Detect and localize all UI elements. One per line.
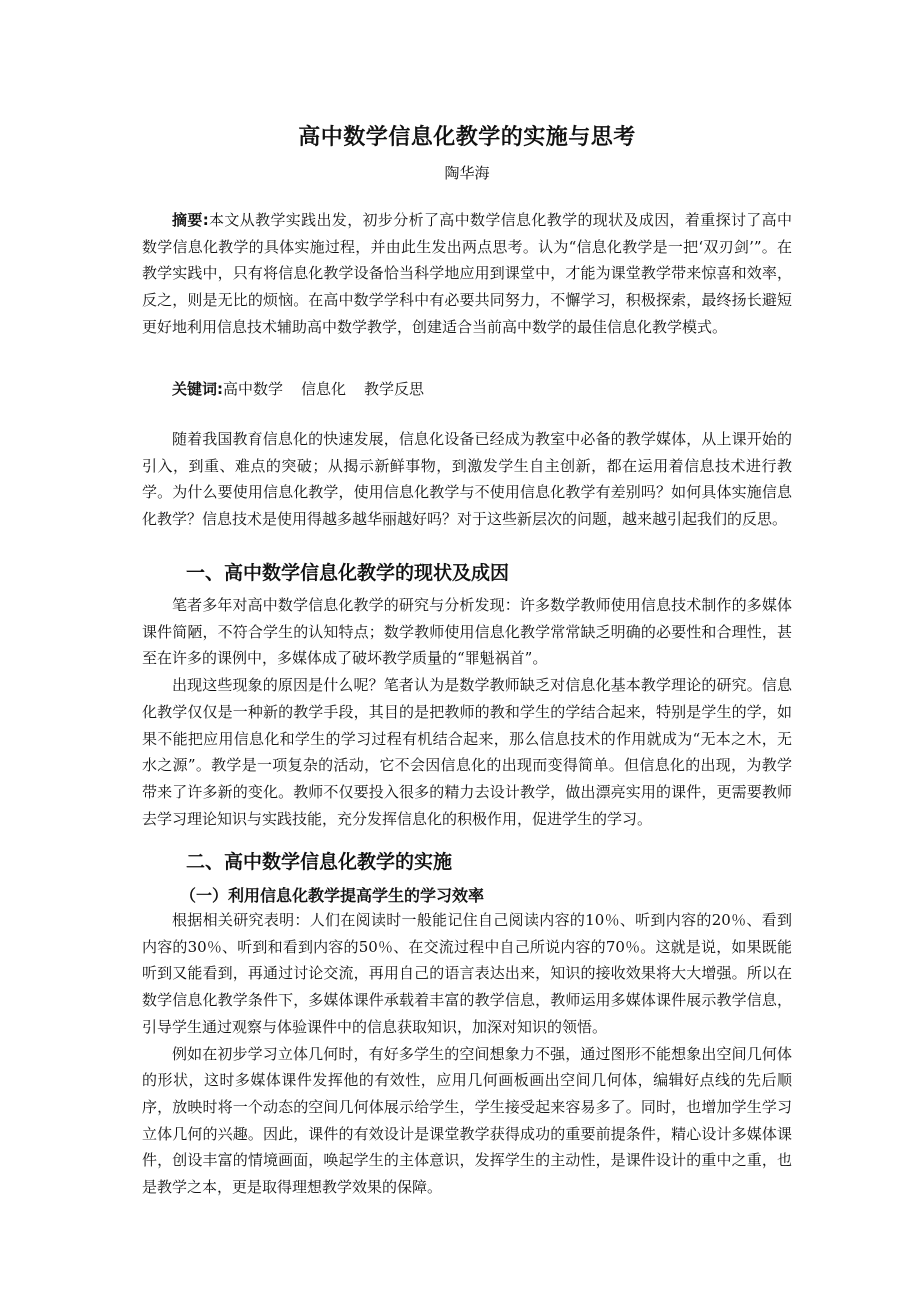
keyword: 高中数学 (223, 380, 284, 398)
document-title: 高中数学信息化教学的实施与思考 (298, 125, 636, 150)
section-heading: 一、高中数学信息化教学的现状及成因 (186, 562, 510, 584)
section1-body (142, 592, 792, 832)
author-name: 陶华海 (444, 164, 490, 182)
abstract (142, 207, 792, 341)
paragraph: 笔者多年对高中数学信息化教学的研究与分析发现：许多数学教师使用信息技术制作的多媒体课件简陋，不符合学生的认知特点；数学教师使用信息化教学常常缺乏明确的必要性和合理性，甚至在许多的课例中，多媒体成了破坏教学质量的“罪魁祸首”。 (142, 596, 792, 668)
keyword: 教学反思 (364, 380, 425, 398)
abstract-text: 本文从教学实践出发，初步分析了高中数学信息化教学的现状及成因，着重探讨了高中数学信息化教学的具体实施过程，并由此生发出两点思考。认为“信息化教学是一把‘双刃剑’”。在教学实践中，只有将信息化教学设备恰当科学地应用到课堂中，才能为课堂教学带来惊喜和效率，反之，则是无比的烦恼。在高中数学学科中有必要共同努力，不懈学习，积极探索，最终扬长避短更好地利用信息技术辅助高中数学教学，创建适合当前高中数学的最佳信息化教学模式。 (142, 211, 792, 336)
keywords-label: 关键词: (172, 380, 223, 398)
keywords (142, 376, 792, 403)
abstract-label: 摘要: (172, 211, 209, 229)
section-heading: 二、高中数学信息化教学的实施 (186, 851, 453, 873)
subsection-heading: （一）利用信息化教学提高学生的学习效率 (180, 886, 485, 905)
keyword: 信息化 (301, 380, 347, 398)
intro-paragraph: 随着我国教育信息化的快速发展，信息化设备已经成为教室中必备的教学媒体，从上课开始的引入，到重、难点的突破；从揭示新鲜事物，到激发学生自主创新，都在运用着信息技术进行教学。为什么要使用信息化教学，使用信息化教学与不使用信息化教学有差别吗？如何具体实施信息化教学？信息技术是使用得越多越华丽越好吗？对于这些新层次的问题，越来越引起我们的反思。 (142, 430, 792, 529)
subsection1-body (142, 907, 792, 1201)
paragraph: 根据相关研究表明：人们在阅读时一般能记住自己阅读内容的10％、听到内容的20％、看到内容的30％、听到和看到内容的50％、在交流过程中自己所说内容的70％。这就是说，如果既能听到又能看到，再通过讨论交流，再用自己的语言表达出来，知识的接收效果将大大增强。所以在数学信息化教学条件下，多媒体课件承载着丰富的教学信息，教师运用多媒体课件展示教学信息，引导学生通过观察与体验课件中的信息获取知识，加深对知识的领悟。 (142, 911, 792, 1036)
paragraph: 出现这些现象的原因是什么呢？笔者认为是数学教师缺乏对信息化基本教学理论的研究。信息化教学仅仅是一种新的教学手段，其目的是把教师的教和学生的学结合起来，特别是学生的学，如果不能把应用信息化和学生的学习过程有机结合起来，那么信息技术的作用就成为“无本之木，无水之源”。教学是一项复杂的活动，它不会因信息化的出现而变得简单。但信息化的出现，为教学带来了许多新的变化。教师不仅要投入很多的精力去设计教学，做出漂亮实用的课件，更需要教师去学习理论知识与实践技能，充分发挥信息化的积极作用，促进学生的学习。 (142, 676, 792, 828)
paragraph: 例如在初步学习立体几何时，有好多学生的空间想象力不强，通过图形不能想象出空间几何体的形状，这时多媒体课件发挥他的有效性，应用几何画板画出空间几何体，编辑好点线的先后顺序，放映时将一个动态的空间几何体展示给学生，学生接受起来容易多了。同时，也增加学生学习立体几何的兴趣。因此，课件的有效设计是课堂教学获得成功的重要前提条件，精心设计多媒体课件，创设丰富的情境画面，唤起学生的主体意识，发挥学生的主动性，是课件设计的重中之重，也是教学之本，更是取得理想教学效果的保障。 (142, 1044, 792, 1197)
